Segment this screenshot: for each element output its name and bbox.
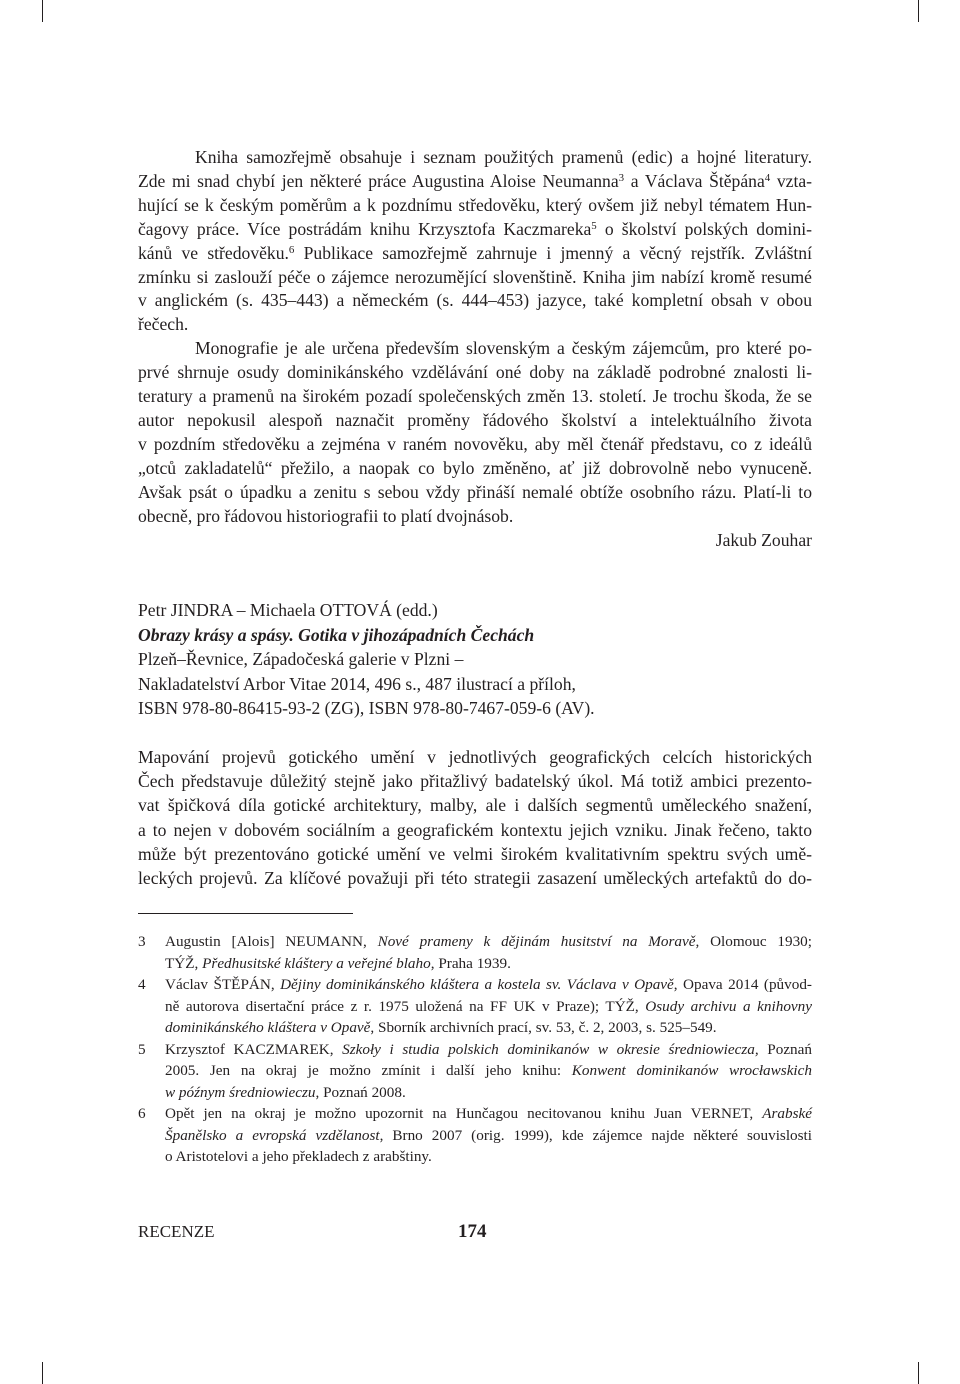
- text-run: Publikace samozřejmě zahrnuje i jmenný a věcný rejstřík. Zvláštní: [294, 242, 812, 263]
- text-line: prvé shrnuje osudy dominikánského vzdělávání oné doby na základě podrobné znalosti li-: [138, 362, 812, 383]
- footnote-number: 6: [138, 1105, 146, 1122]
- text-line: v anglickém (s. 435–443) a německém (s. 444–453) jazyce, také kompletní obsah v obou: [138, 290, 812, 311]
- footnote-number: 4: [138, 976, 146, 993]
- text-line: [165, 1039, 812, 1061]
- text-line: autor nepokusil alespoň naznačit proměny řádového školství a intelektuálního života: [138, 409, 812, 430]
- footnotes: [138, 931, 812, 1168]
- text-line: řečech.: [138, 314, 189, 335]
- text-line: Kniha samozřejmě obsahuje i seznam použitých pramenů (edic) a hojné literatury.: [195, 147, 812, 167]
- footnote: [138, 974, 812, 1039]
- footnote-separator: [138, 913, 353, 914]
- footnote-ref: 4: [764, 171, 771, 184]
- text-run: o Aristotelovi a jeho překladech z arabštiny.: [165, 1148, 432, 1165]
- cited-title: Předhusitské kláštery a veřejné blaho: [202, 954, 431, 972]
- cited-title: Szkoły i studia polskich dominikanów w okresie średniowiecza,: [342, 1040, 759, 1058]
- footnote-ref: 5: [591, 219, 597, 232]
- text-line: [165, 1017, 812, 1039]
- crop-mark-top-left: [42, 0, 43, 22]
- page-number: 174: [458, 1221, 487, 1242]
- crop-mark-top-right: [918, 0, 919, 22]
- text-run: , Poznań 2008.: [315, 1083, 406, 1101]
- crop-mark-bottom-right: [918, 1362, 919, 1384]
- text-line: [165, 1103, 812, 1125]
- book-editors: Petr JINDRA – Michaela OTTOVÁ (edd.): [138, 600, 438, 620]
- cited-title: Dějiny dominikánského kláštera a kostela sv. Václava v Opavě: [280, 976, 674, 993]
- cited-title: Španělsko a evropská vzdělanost: [165, 1126, 380, 1144]
- crop-mark-bottom-left: [42, 1362, 43, 1384]
- text-line: [138, 218, 812, 242]
- cited-title: Nové prameny k dějinám husitství na Moravě: [377, 933, 696, 950]
- text-run: Václav ŠTĚPÁN,: [165, 976, 281, 993]
- text-line: hující se k českým poměrům a k pozdnímu středověku, který ovšem již nebyl tématem Hun-: [138, 194, 812, 215]
- cited-title: Konwent dominikanów wrocławskich: [571, 1062, 812, 1079]
- text-run: ně autorova disertační práce z r. 1975 uložená na FF UK v Praze); TÝŽ,: [165, 997, 646, 1015]
- text-line: může být prezentováno gotické umění ve velmi širokém kvalitativním spektru svých umě-: [138, 843, 812, 864]
- footnote-text: [165, 1103, 812, 1168]
- text-run: Poznań: [758, 1040, 812, 1058]
- text-line: [165, 953, 812, 975]
- text-run: Zde mi snad chybí jen některé práce Augustina Aloise Neumanna: [138, 170, 619, 191]
- text-line: Avšak psát o úpadku a zenitu s sebou vždy přináší nemalé obtíže osobního rázu. Platí-li to: [138, 481, 812, 502]
- book-imprint-line: Plzeň–Řevnice, Západočeská galerie v Plzni –: [138, 649, 464, 669]
- text-line: Čech představuje důležitý stejně jako přitažlivý badatelský úkol. Má totiž ambici prezento-: [138, 771, 812, 792]
- footnote-number: 3: [138, 933, 146, 950]
- text-line: teratury a pramenů na širokém pozadí společenských změn 13. století. Je trochu škoda, že se: [138, 386, 812, 407]
- text-run: , Olomouc 1930;: [695, 933, 812, 950]
- text-line: [138, 170, 812, 194]
- text-line: „otců zakladatelů“ přežilo, a naopak co bylo změněno, ať již dobrovolně nebo vynuceně.: [138, 457, 812, 478]
- text-run: Augustin [Alois] NEUMANN,: [165, 933, 378, 950]
- text-line: [165, 1146, 812, 1168]
- running-footer-section: RECENZE: [138, 1222, 215, 1241]
- text-line: obecně, pro řádovou historiografii to platí dvojnásob.: [138, 505, 514, 526]
- previous-review-text: [138, 146, 812, 552]
- text-run: Opět jen na okraj je možno upozornit na Hunčagou necitovanou knihu Juan VERNET,: [165, 1105, 763, 1122]
- text-line: v pozdním středověku a zejména v raném novověku, aby měl čtenář představu, co z ideálů: [138, 433, 812, 454]
- text-line: zmínku si zaslouží péče o zájemce nerozumějící slovenštině. Kniha jim nabízí kromě resumé: [138, 266, 812, 287]
- footnote-ref: 6: [288, 243, 295, 256]
- text-line: [165, 931, 812, 953]
- text-run: o školství polských domini-: [596, 218, 812, 239]
- cited-title: dominikánského kláštera v Opavě: [165, 1019, 371, 1036]
- text-line: Monografie je ale určena především slovenským a českým zájemcům, pro které po-: [195, 338, 812, 359]
- book-title: Obrazy krásy a spásy. Gotika v jihozápadních Čechách: [138, 624, 535, 645]
- text-line: vat špičková díla gotické architektury, malby, ale i dalších segmentů uměleckého snažení,: [138, 795, 812, 816]
- text-line: [165, 1125, 812, 1147]
- text-line: a to nejen v dobovém sociálním a geografickém kontextu jejich vzniku. Jinak řečeno, takto: [138, 819, 812, 840]
- text-line: [165, 1082, 812, 1104]
- text-run: , Praha 1939.: [430, 954, 511, 972]
- text-run: Krzysztof KACZMAREK,: [165, 1040, 343, 1058]
- footnote-number: 5: [138, 1040, 146, 1058]
- reviewer-signature: Jakub Zouhar: [715, 529, 812, 550]
- text-line: Mapování projevů gotického umění v jednotlivých geografických celcích historických: [138, 747, 812, 767]
- text-run: vzta-: [770, 170, 812, 191]
- text-run: 2005. Jen na okraj je možno zmínit i další jeho knihu:: [165, 1062, 572, 1079]
- text-run: čagovy práce. Více postrádám knihu Krzysztofa Kaczmareka: [138, 218, 592, 239]
- footnote-text: [165, 931, 812, 974]
- cited-title: Arabské: [762, 1105, 812, 1122]
- text-line: [138, 242, 812, 266]
- text-run: kánů ve středověku.: [138, 242, 289, 263]
- paragraph: [138, 337, 812, 528]
- footnote-text: [165, 1039, 812, 1104]
- paragraph: [138, 745, 812, 890]
- text-run: TÝŽ,: [165, 954, 203, 972]
- text-run: , Brno 2007 (orig. 1999), kde zájemce najde některé souvislosti: [379, 1126, 812, 1144]
- footnote: [138, 1039, 812, 1104]
- paragraph: [138, 146, 812, 337]
- cited-title: Osudy archivu a knihovny: [645, 997, 813, 1015]
- cited-title: w późnym średniowieczu: [165, 1083, 316, 1101]
- book-isbn: ISBN 978-80-86415-93-2 (ZG), ISBN 978-80-7467-059-6 (AV).: [138, 698, 595, 718]
- text-line: [165, 996, 812, 1018]
- text-line: [165, 1060, 812, 1082]
- text-run: a Václava Štěpána: [624, 170, 765, 191]
- book-header: [138, 598, 812, 721]
- text-line: [165, 974, 812, 996]
- footnote: [138, 1103, 812, 1168]
- footnote-ref: 3: [618, 171, 625, 184]
- book-imprint-line: Nakladatelství Arbor Vitae 2014, 496 s., 487 ilustrací a příloh,: [138, 673, 576, 694]
- book-review-text: [138, 745, 812, 890]
- text-run: , Opava 2014 (původ-: [673, 976, 812, 993]
- text-line: leckých projevů. Za klíčové považuji při této strategii zasazení uměleckých artefaktů do do-: [138, 868, 812, 889]
- footnote: [138, 931, 812, 974]
- footnote-text: [165, 974, 812, 1039]
- text-run: , Sborník archivních prací, sv. 53, č. 2, 2003, s. 525–549.: [370, 1019, 717, 1036]
